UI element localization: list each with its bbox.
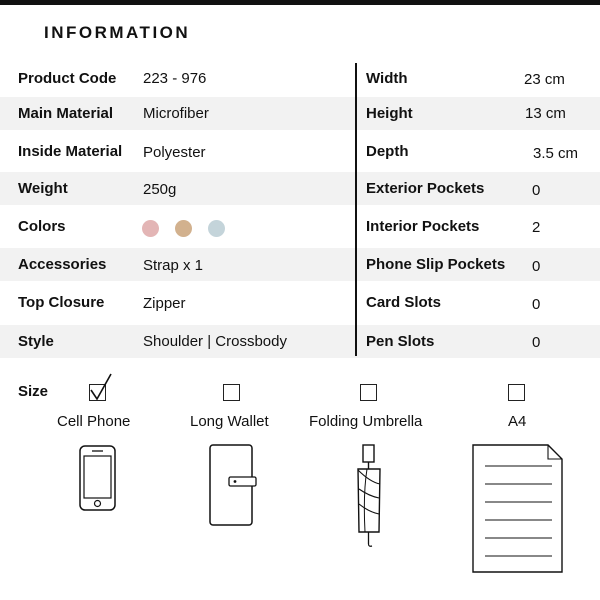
spec-value-exterior-pockets: 0 — [532, 182, 541, 199]
spec-label-top-closure: Top Closure — [18, 294, 105, 311]
top-bar — [0, 0, 600, 5]
spec-value-height: 13 cm — [525, 105, 566, 122]
table-row — [0, 172, 600, 205]
spec-value-top-closure: Zipper — [143, 295, 186, 312]
spec-label-depth: Depth — [366, 143, 409, 160]
spec-value-main-material: Microfiber — [143, 105, 209, 122]
spec-value-width: 23 cm — [524, 71, 565, 88]
size-checkbox-a4[interactable] — [508, 384, 525, 401]
color-swatch-tan — [175, 220, 192, 237]
spec-value-pen-slots: 0 — [532, 334, 541, 351]
spec-label-style: Style — [18, 333, 54, 350]
color-swatch-pink — [142, 220, 159, 237]
spec-value-accessories: Strap x 1 — [143, 257, 204, 274]
spec-label-interior-pockets: Interior Pockets — [366, 218, 480, 235]
spec-label-accessories: Accessories — [18, 256, 107, 273]
spec-value-inside-material: Polyester — [143, 144, 206, 161]
spec-label-height: Height — [366, 105, 413, 122]
spec-value-card-slots: 0 — [532, 296, 541, 313]
size-label: Size — [18, 383, 49, 400]
spec-label-inside-material: Inside Material — [18, 143, 123, 160]
spec-label-main-material: Main Material — [18, 105, 114, 122]
spec-label-colors: Colors — [18, 218, 66, 235]
check-mark-icon — [86, 372, 114, 402]
table-row — [0, 210, 600, 243]
spec-value-product-code: 223 - 976 — [143, 70, 207, 87]
color-swatch-light-blue — [208, 220, 225, 237]
spec-label-exterior-pockets: Exterior Pockets — [366, 180, 485, 197]
spec-label-weight: Weight — [18, 180, 68, 197]
column-divider — [355, 63, 357, 356]
spec-value-phone-slip-pockets: 0 — [532, 258, 541, 275]
table-row — [0, 325, 600, 358]
spec-value-interior-pockets: 2 — [532, 219, 541, 236]
size-checkbox-folding-umbrella[interactable] — [360, 384, 377, 401]
umbrella-icon — [355, 444, 385, 547]
size-checkbox-long-wallet[interactable] — [223, 384, 240, 401]
spec-label-phone-slip-pockets: Phone Slip Pockets — [366, 256, 506, 273]
spec-label-card-slots: Card Slots — [366, 294, 442, 311]
size-name-long-wallet: Long Wallet — [190, 413, 269, 430]
spec-value-depth: 3.5 cm — [533, 145, 579, 162]
size-name-a4: A4 — [508, 413, 527, 430]
spec-label-product-code: Product Code — [18, 70, 117, 87]
spec-label-width: Width — [366, 70, 408, 87]
phone-icon — [79, 445, 116, 511]
spec-label-pen-slots: Pen Slots — [366, 333, 435, 350]
size-name-folding-umbrella: Folding Umbrella — [309, 413, 423, 430]
section-heading: INFORMATION — [44, 23, 191, 42]
spec-value-weight: 250g — [143, 181, 177, 198]
spec-value-style: Shoulder | Crossbody — [143, 333, 287, 350]
wallet-icon — [209, 444, 257, 526]
document-icon — [472, 444, 564, 574]
size-name-cell-phone: Cell Phone — [57, 413, 131, 430]
